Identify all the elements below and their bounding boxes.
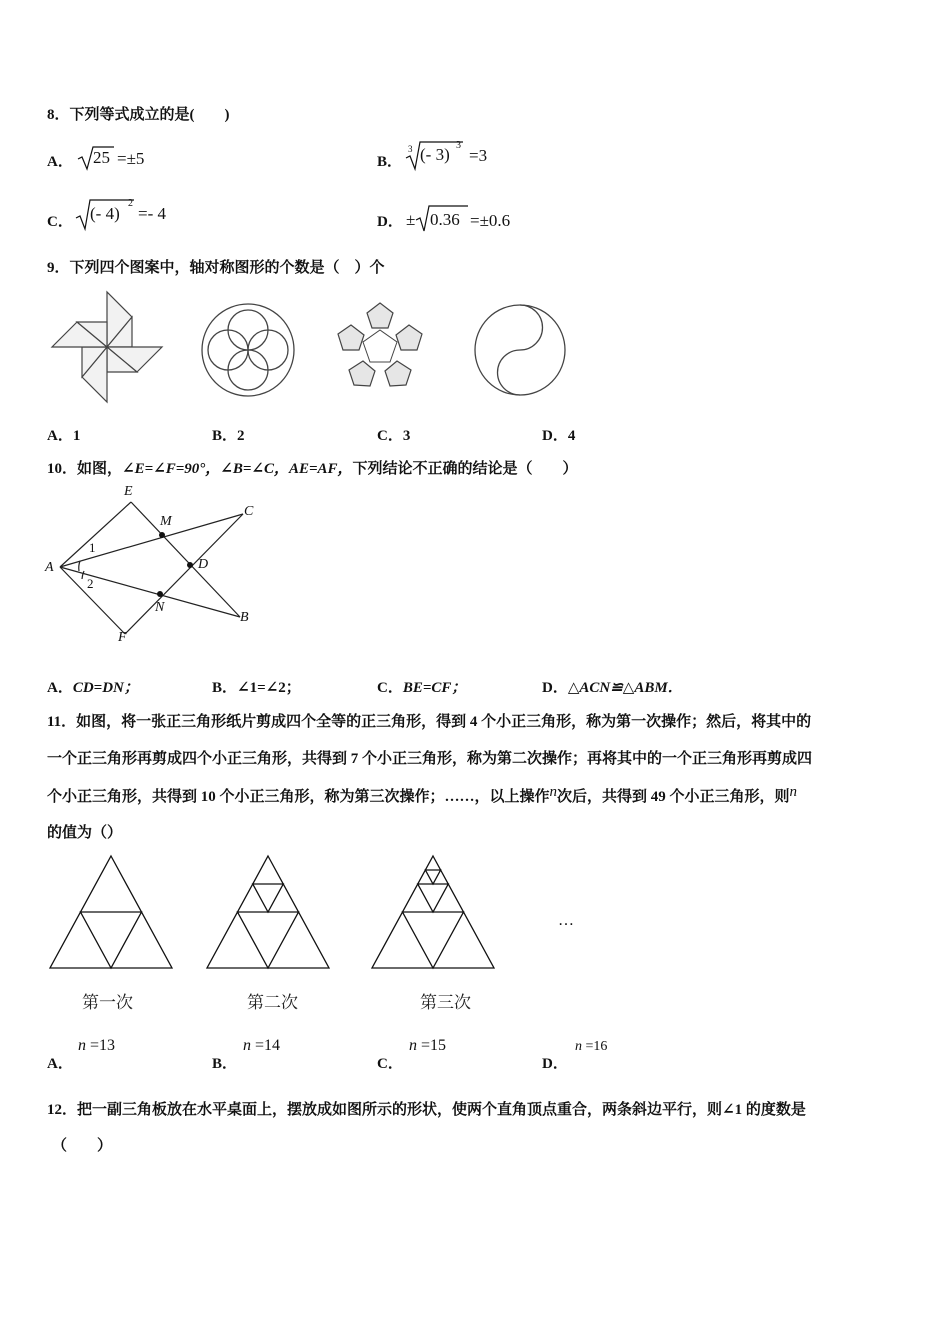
q9-option-b-value: 2 [237,428,245,444]
q11-option-c-num: =15 [421,1037,447,1054]
q9-option-a[interactable] [47,424,80,445]
q11-option-c-label: C． [377,1056,403,1072]
triangle-second-operation-icon [205,854,331,970]
q11-option-a-value [78,1037,115,1055]
q9-option-a-value: 1 [72,428,81,444]
q10-stem-math: ∠E=∠F=90°，∠B=∠C，AE=AF， [122,461,353,477]
q11-option-a-num: =13 [90,1037,116,1054]
q8-stem: 8．下列等式成立的是( ) [47,107,230,123]
four-petal-circle-pattern-icon [200,302,296,398]
triangle-third-operation-icon [370,854,496,970]
q9-option-b[interactable] [212,424,245,445]
q8-d-radicand: 0.36 [430,210,460,229]
q11-line-3b: 次后，共得到 49 个小正三角形，则 [557,789,790,805]
q8-c-power: 2 [128,198,133,209]
q11-var-n: n [549,784,558,800]
q8-a-radicand: 25 [93,148,110,167]
q11-option-d-num: =16 [585,1039,608,1054]
q10-option-d-label: D． [542,680,568,696]
caption-third: 第三次 [420,993,471,1013]
q11-option-b-num: =14 [255,1037,281,1054]
q8-b-root-index: 3 [408,144,413,154]
q11-line-4: 的值为（） [47,825,123,841]
triangle-first-operation-icon [48,854,174,970]
q11-option-d[interactable] [542,1052,568,1073]
q8-option-a-label: A． [47,154,73,170]
pinwheel-pattern-icon [52,292,162,402]
q11-option-a[interactable] [47,1052,73,1073]
q10-option-a-value: CD=DN； [72,680,139,696]
q9-option-d-label: D． [542,428,568,444]
q10-geometry-diagram [40,482,270,652]
q9-option-c-label: C． [377,428,403,444]
q8-c-rhs: =- 4 [138,204,166,223]
q12-line-2: （ ） [52,1138,113,1154]
q8-b-inner: (- 3) [420,145,450,164]
q11-ellipsis: … [558,912,574,929]
q11-var-n-2: n [789,784,798,800]
q8-option-d-expression [406,204,536,234]
q9-option-d[interactable] [542,424,575,445]
q8-d-rhs: =±0.6 [470,211,511,230]
five-pentagons-pattern-icon [335,300,425,390]
q11-option-d-value [575,1039,607,1055]
label-angle-1: 1 [89,540,96,555]
label-d: D [198,557,209,572]
q11-option-b-value [243,1037,280,1055]
q11-option-a-label: A． [47,1056,73,1072]
q10-figure [40,482,270,652]
q11-option-c-value [409,1037,446,1055]
q9-option-c[interactable] [377,424,410,445]
q9-option-c-value: 3 [402,428,411,444]
label-angle-2: 2 [87,576,94,591]
q10-option-a[interactable] [47,676,139,697]
q11-option-d-label: D． [542,1056,568,1072]
label-f: F [118,630,127,645]
q8-option-c-expression [74,196,184,232]
caption-first: 第一次 [82,993,133,1013]
q9-option-b-label: B． [212,428,238,444]
label-e: E [124,484,133,499]
q8-option-b-expression [403,138,513,172]
q10-option-d[interactable] [542,676,683,697]
q8-option-d-label: D． [377,214,403,230]
q12-line-1: 12．把一副三角板放在水平桌面上，摆放成如图所示的形状，使两个直角顶点重合，两条斜边平行，则∠1 的度数是 [47,1102,806,1118]
q10-option-b-label: B． [212,680,238,696]
label-c: C [244,504,254,519]
q9-option-d-value: 4 [567,428,576,444]
q10-option-b-value: ∠1=∠2； [237,680,301,696]
q8-b-rhs: =3 [469,146,488,165]
q11-option-b[interactable] [212,1052,237,1073]
q11-line-2: 一个正三角形再剪成四个小正三角形，共得到 7 个小正三角形，称为第二次操作；再将其中的一个正三角形再剪成四 [47,751,813,767]
q11-option-c-var: n [409,1037,417,1054]
q8-option-c-label: C． [47,214,73,230]
q11-option-a-var: n [78,1037,86,1054]
q10-option-a-label: A． [47,680,73,696]
q8-d-pm: ± [406,210,416,229]
q11-option-b-label: B． [212,1056,238,1072]
s-curve-circle-pattern-icon [472,302,568,398]
q11-option-c[interactable] [377,1052,403,1073]
label-n: N [155,600,165,615]
q11-option-d-var: n [575,1039,582,1054]
q11-line-3 [47,784,797,806]
q10-option-b[interactable] [212,676,301,697]
q11-option-b-var: n [243,1037,251,1054]
q8-option-b-label: B． [377,154,403,170]
q11-line-1: 11．如图，将一张正三角形纸片剪成四个全等的正三角形，得到 4 个小正三角形，称为第一次操作；然后，将其中的 [47,714,812,730]
label-m: M [160,514,172,529]
q8-a-rhs: =±5 [117,149,145,168]
q9-stem: 9．下列四个图案中，轴对称图形的个数是（ ）个 [47,260,385,276]
label-a: A [45,560,54,575]
q10-option-c-label: C． [377,680,403,696]
caption-second: 第二次 [247,993,298,1013]
q9-option-a-label: A． [47,428,73,444]
q10-option-d-value: △ACN≌△ABM． [567,680,683,696]
q10-option-c-value: BE=CF； [402,680,467,696]
q10-option-c[interactable] [377,676,466,697]
q10-stem-prefix: 10．如图， [47,461,123,477]
q10-stem [47,457,578,478]
q8-option-a-expression [76,145,176,173]
q10-stem-suffix: 下列结论不正确的结论是（ ） [352,461,578,477]
q8-c-inner: (- 4) [90,204,120,223]
q8-b-power: 3 [456,140,461,151]
q11-line-3a: 个小正三角形，共得到 10 个小正三角形，称为第三次操作；……，以上操作 [47,789,550,805]
label-b: B [240,610,249,625]
